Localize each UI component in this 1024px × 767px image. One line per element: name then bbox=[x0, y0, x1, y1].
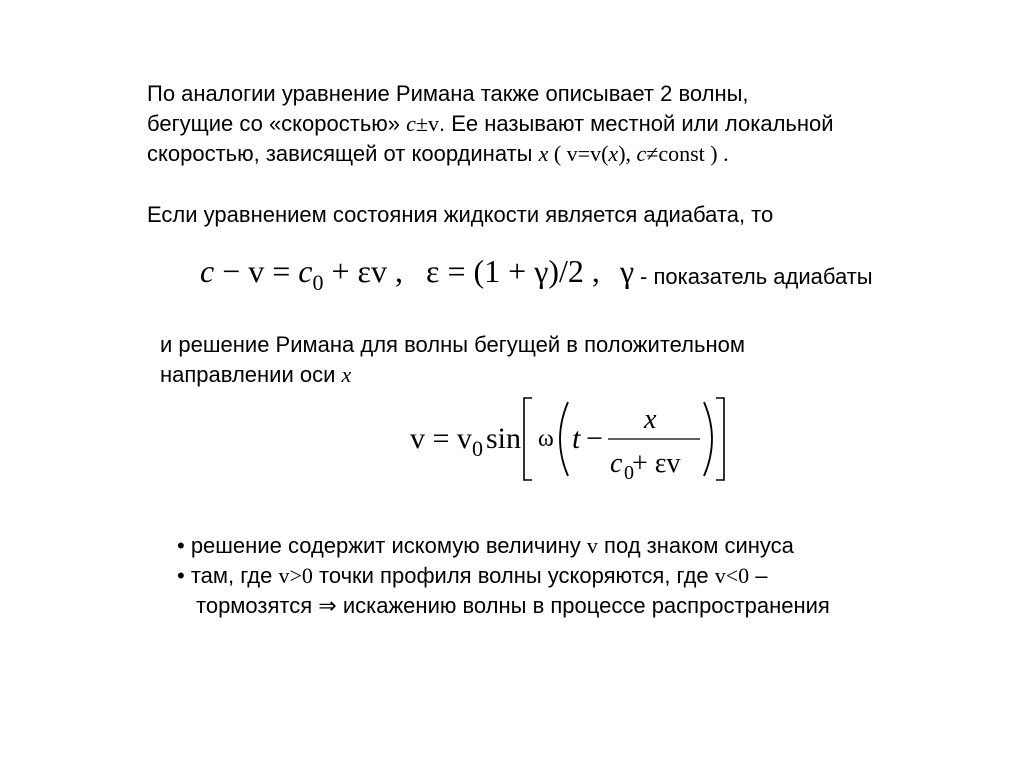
speed-c-symbol: c bbox=[406, 111, 416, 136]
bullet-1 bbox=[177, 531, 794, 561]
formula2-sub0: 0 bbox=[472, 436, 483, 461]
gamma-description bbox=[640, 264, 873, 290]
right-square-bracket bbox=[716, 398, 724, 480]
v-function-part1: ( v=v( bbox=[548, 141, 609, 166]
v-function-part2: ), bbox=[618, 141, 637, 166]
formula-adiabatic-speed bbox=[200, 253, 403, 296]
gamma-symbol bbox=[620, 253, 634, 290]
bullet2-v-negative: v<0 bbox=[714, 563, 750, 588]
paragraph1-line1-text: По аналогии уравнение Римана также описывает 2 волны, bbox=[147, 81, 749, 106]
formula1-c0: c bbox=[298, 253, 313, 289]
left-paren bbox=[560, 402, 568, 476]
gamma-char: γ bbox=[620, 253, 635, 289]
paragraph3-line2 bbox=[160, 360, 351, 390]
bullet1-post: под знаком синуса bbox=[597, 533, 794, 558]
paragraph3-line1 bbox=[160, 330, 745, 360]
paragraph2-line1 bbox=[147, 200, 773, 230]
formula2-sin: sin bbox=[486, 422, 522, 455]
bullet2-v-positive: v>0 bbox=[278, 563, 313, 588]
formula-riemann-solution bbox=[400, 390, 740, 490]
plus-minus-v-symbol: ±v bbox=[415, 111, 439, 136]
formula2-minus: − bbox=[586, 422, 603, 455]
bullet2-pre: • там, где bbox=[177, 563, 279, 588]
paragraph1-line2-pre: бегущие со «скоростью» bbox=[147, 111, 407, 136]
fraction-den-sub0: 0 bbox=[624, 462, 634, 484]
formula1-c: c bbox=[200, 253, 215, 289]
fraction-den-rest: + εv bbox=[632, 448, 681, 479]
left-square-bracket bbox=[524, 398, 532, 480]
fraction-numerator-x: x bbox=[644, 404, 657, 435]
formula1-plus-eps-v: + εv , bbox=[323, 253, 403, 289]
axis-x-symbol: x bbox=[341, 362, 352, 387]
implies-arrow-icon: ⇒ bbox=[318, 593, 337, 618]
gamma-description-text: - показатель адиабаты bbox=[640, 264, 873, 289]
c-not-const-c: c bbox=[636, 141, 647, 166]
coordinate-x-symbol: x bbox=[538, 141, 549, 166]
epsilon-definition: ε = (1 + γ)/2 , bbox=[426, 253, 600, 289]
paragraph3-line2-pre: направлении оси bbox=[160, 362, 342, 387]
bullet1-pre: • решение содержит искомую величину bbox=[177, 533, 587, 558]
bullet2-mid: точки профиля волны ускоряются, где bbox=[312, 563, 715, 588]
paragraph1-line1 bbox=[147, 79, 749, 109]
formula2-lhs: v = v bbox=[410, 422, 472, 455]
formula1-sub0: 0 bbox=[312, 270, 324, 295]
paragraph1-line2 bbox=[147, 109, 834, 139]
bullet2-dash: – bbox=[749, 563, 768, 588]
paragraph1-line2-post: . Ее называют местной или локальной bbox=[439, 111, 834, 136]
bullet1-v-symbol: v bbox=[586, 533, 598, 558]
bullet3-pre: тормозятся bbox=[196, 593, 319, 618]
formula2-t: t bbox=[572, 422, 581, 455]
formula1-minus-v: − v = bbox=[214, 253, 299, 289]
paragraph1-line3 bbox=[147, 139, 729, 169]
formula-epsilon bbox=[426, 253, 600, 290]
v-function-x: x bbox=[608, 141, 619, 166]
bullet3-post: искажению волны в процессе распространения bbox=[336, 593, 830, 618]
paragraph2-line1-text: Если уравнением состояния жидкости является адиабата, то bbox=[147, 202, 774, 227]
fraction-den-c: c bbox=[610, 448, 623, 479]
formula2-omega: ω bbox=[538, 426, 554, 452]
right-paren bbox=[704, 402, 712, 476]
paragraph3-line1-text: и решение Римана для волны бегущей в положительном bbox=[160, 332, 745, 357]
bullet-2 bbox=[177, 561, 768, 591]
paragraph1-line3-pre: скоростью, зависящей от координаты bbox=[147, 141, 539, 166]
bullet-2-continuation bbox=[196, 591, 830, 621]
c-not-const-rest: ≠const ) . bbox=[646, 141, 729, 166]
